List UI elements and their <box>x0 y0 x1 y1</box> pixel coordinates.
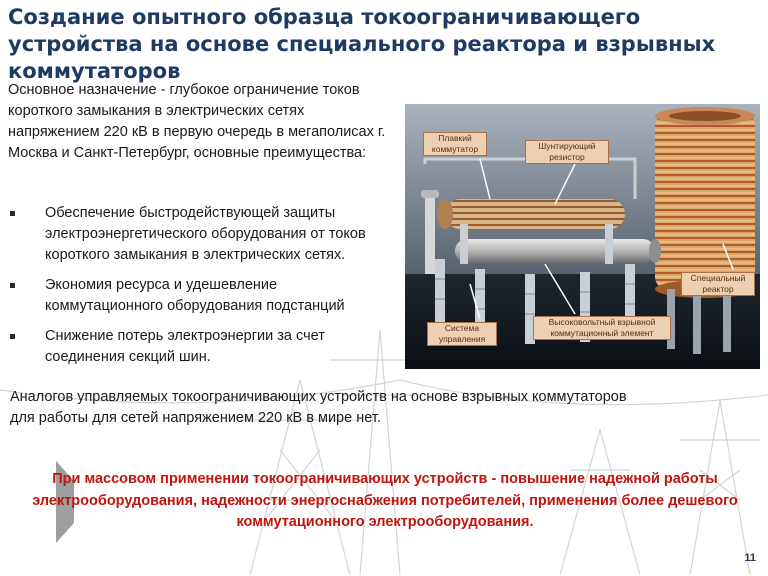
bullet-marker-icon <box>10 334 15 339</box>
list-item <box>8 275 393 317</box>
list-item-text: Экономия ресурса и удешевление коммутационного оборудования подстанций <box>45 277 345 314</box>
label-shunt-resistor: Шунтирующий резистор <box>525 140 609 164</box>
list-item <box>8 326 393 368</box>
label-control-system: Система управления <box>427 322 497 346</box>
list-item-text: Обеспечение быстродействующей защиты электроэнергетического оборудования от токов короткого замыкания в электрических сетях. <box>45 205 366 263</box>
advantages-list <box>8 203 393 377</box>
label-fuse-switch: Плавкий коммутатор <box>423 132 487 156</box>
analog-statement: Аналогов управляемых токоограничивающих устройств на основе взрывных коммутаторов для работы для сетей напряжением 220 кВ в мире нет. <box>10 389 627 426</box>
label-special-reactor: Специальный реактор <box>681 272 755 296</box>
label-hv-element: Высоковольтный взрывной коммутационный элемент <box>533 316 671 340</box>
page-number: 11 <box>744 552 756 564</box>
list-item <box>8 203 393 266</box>
list-item-text: Снижение потерь электроэнергии за счет соединения секций шин. <box>45 328 325 365</box>
bullet-marker-icon <box>10 211 15 216</box>
intro-text: Основное назначение - глубокое ограничение токов короткого замыкания в электрических сетях напряжением 220 кВ в первую очередь в мегаполисах г. Москва и Санкт-Петербург, основные преимущества: <box>8 82 386 161</box>
slide-title: Создание опытного образца токоограничивающего устройства на основе специального реактора и взрывных коммутаторов <box>8 5 716 83</box>
bullet-marker-icon <box>10 283 15 288</box>
conclusion-text: При массовом применении токоограничивающих устройств - повышение надежной работы электрооборудования, надежности энергоснабжения потребителей, применения более дешевого коммутационного электрооборудования. <box>32 471 738 530</box>
device-illustration <box>405 104 760 369</box>
